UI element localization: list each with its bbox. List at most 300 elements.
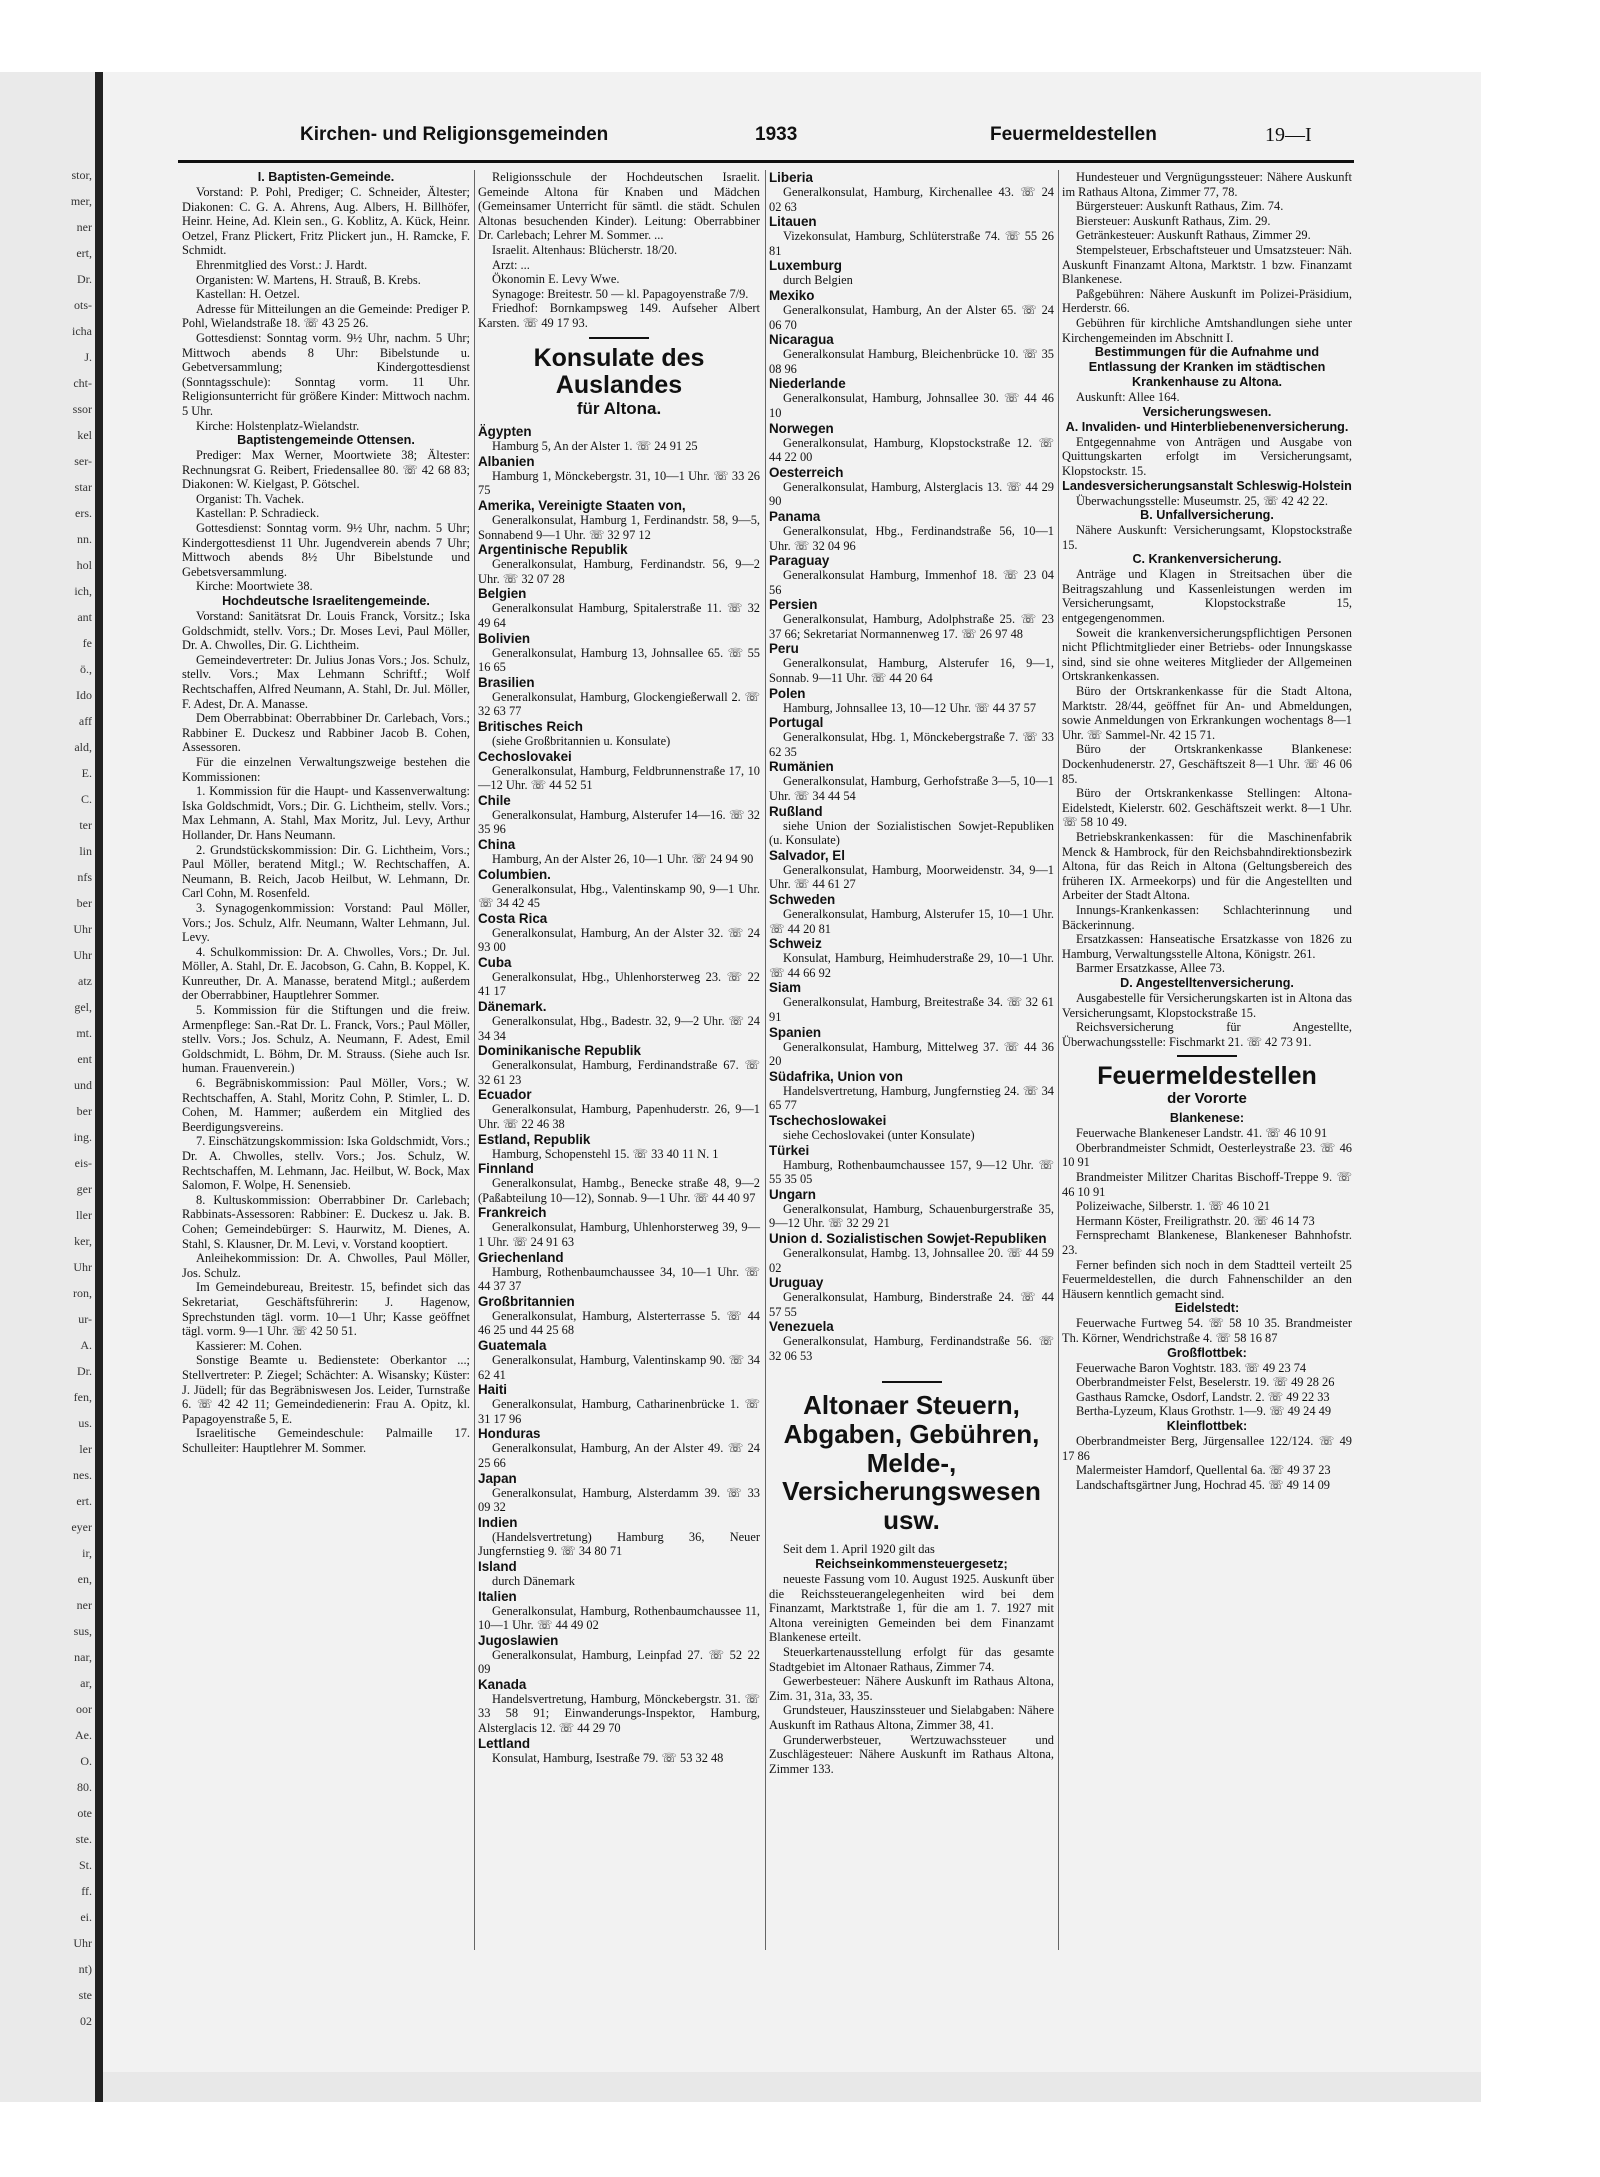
page-bottom-edge <box>103 2072 1481 2102</box>
entry-text: Arzt: ... <box>492 257 530 272</box>
consulate-entry <box>769 465 1054 509</box>
previous-page-fragment: Uhr <box>73 1260 92 1274</box>
previous-page-fragment: sus, <box>73 1624 92 1638</box>
consulate-address: Generalkonsulat, Hbg., Uhlenhorsterweg 23. ☏ 22 41 17 <box>478 969 760 999</box>
consulate-address: Handelsvertretung, Hamburg, Mönckebergstr. 31. ☏ 33 58 91; Einwanderungs-Inspektor, Hamburg, Alsterglacis 12. ☏ 44 29 70 <box>478 1691 760 1736</box>
consulate-country: Peru <box>769 641 799 657</box>
section-heading: Großflottbek: <box>1167 1345 1247 1360</box>
consulate-country: Island <box>478 1558 517 1574</box>
fire-alarm-list <box>1062 1111 1352 1492</box>
previous-page-fragment: mer, <box>70 194 92 208</box>
entry-text: Auskunft: Allee 164. <box>1076 390 1180 405</box>
previous-page-fragment: ller <box>76 1208 92 1222</box>
previous-page-fragment: E. <box>81 766 92 780</box>
previous-page-fragment: Dr. <box>77 272 92 286</box>
previous-page-fragment: nt) <box>78 1962 92 1976</box>
consulate-entry <box>769 1319 1054 1363</box>
taxes-block <box>769 1542 1054 1776</box>
consulate-address: Generalkonsulat, Hamburg, Alsterterrasse 5. ☏ 44 46 25 und 44 25 68 <box>478 1308 760 1338</box>
consulate-country: Honduras <box>478 1426 541 1442</box>
consulate-address: Generalkonsulat, Hbg., Badestr. 32, 9—2 Uhr. ☏ 24 34 34 <box>478 1014 760 1043</box>
consulate-country: Schweiz <box>769 936 822 952</box>
consulate-country: Ecuador <box>478 1087 532 1103</box>
consulate-entry <box>478 1205 760 1249</box>
previous-page-fragment: gel, <box>74 1000 92 1014</box>
entry-text: Ferner befinden sich noch in dem Stadtteil verteilt 25 Feuermeldestellen, die durch Fahnenschilder an den Häusern kenntlich gemacht sind. <box>1062 1257 1352 1301</box>
consulate-address: Generalkonsulat, Hamburg, Moorweidenstr. 34, 9—1 Uhr. ☏ 44 61 27 <box>769 862 1054 892</box>
entry-text: 5. Kommission für die Stiftungen und die freiw. Armenpflege: San.-Rat Dr. L. Franck, Vors.; Paul Möller, stellv. Vors.; Jos. Schulz, A. Neumann, F. Adest, Emil Goldschmidt, L. Böhm, Dr. M. Strauss. (Siehe auch Isr. human. Frauenverein.) <box>182 1003 470 1076</box>
consulate-country: Paraguay <box>769 553 830 569</box>
consulate-entry <box>478 1736 760 1766</box>
previous-page-fragment: ar, <box>80 1676 92 1690</box>
consulate-address: Generalkonsulat, Hamburg, Breitestraße 34. ☏ 32 61 91 <box>769 995 1054 1024</box>
previous-page-fragment: ff. <box>81 1884 92 1898</box>
previous-page-fragment: ste. <box>75 1832 92 1846</box>
entry-text: Oberbrandmeister Schmidt, Oesterleystraße 23. ☏ 46 10 91 <box>1062 1140 1352 1170</box>
entry-text: Grunderwerbsteuer, Wertzuwachssteuer und Zuschlägesteuer: Nähere Auskunft im Rathaus Altona, Zimmer 133. <box>769 1732 1054 1776</box>
consulate-entry <box>769 597 1054 641</box>
consulate-entry <box>478 1677 760 1736</box>
entry-text: Oberbrandmeister Felst, Beselerstr. 19. ☏ 49 28 26 <box>1076 1375 1335 1390</box>
consulate-country: Tschechoslowakei <box>769 1112 887 1128</box>
entry-text: Anleihekommission: Dr. A. Chwolles, Paul Möller, Jos. Schulz. <box>182 1251 470 1280</box>
previous-page-fragment: Dr. <box>77 1364 92 1378</box>
entry-text: Paßgebühren: Nähere Auskunft im Polizei-Präsidium, Herderstr. 66. <box>1062 286 1352 316</box>
entry-text: Kastellan: P. Schradieck. <box>196 506 320 521</box>
entry-text: 7. Einschätzungskommission: Iska Goldschmidt, Vors.; Dr. A. Chwolles, stellv. Vors.; Jos. Schulz, W. Rechtschaffen, M. Lehmann, Jac. Heilbut, W. Bock, Max Salomon, F. Wolpe, H. Senensieb. <box>182 1134 470 1193</box>
entry-text: Gottesdienst: Sonntag vorm. 9½ Uhr, nachm. 5 Uhr; Kindergottesdienst 11 Uhr. Jugendverein abends 7 Uhr; Mittwoch abends 8½ Uhr Bibelstunde und Gebetsversammlung. <box>182 521 470 579</box>
consulate-entry <box>769 1275 1054 1319</box>
consulate-entry <box>769 759 1054 803</box>
previous-page-fragment: J. <box>84 350 92 364</box>
entry-text: Überwachungsstelle: Museumstr. 25, ☏ 42 42 22. <box>1076 493 1328 508</box>
consulate-address: Generalkonsulat, Hamburg, Johnsallee 30. ☏ 44 46 10 <box>769 391 1054 420</box>
previous-page-fragment: Uhr <box>73 948 92 962</box>
entry-text: Gasthaus Ramcke, Osdorf, Landstr. 2. ☏ 49 22 33 <box>1076 1389 1330 1404</box>
consulate-entry <box>769 553 1054 597</box>
consulate-country: Norwegen <box>769 420 834 436</box>
consulate-entry <box>769 421 1054 465</box>
consulate-entry <box>769 376 1054 420</box>
previous-page-fragment: en, <box>77 1572 92 1586</box>
consulates-subheading: für Altona. <box>576 398 662 418</box>
previous-page-fragment: ers. <box>75 506 92 520</box>
entry-text: Organist: Th. Vachek. <box>196 491 305 506</box>
consulate-country: Großbritannien <box>478 1293 575 1309</box>
consulate-entry <box>769 258 1054 288</box>
consulate-entry <box>769 936 1054 980</box>
previous-page-fragment: fen, <box>73 1390 92 1404</box>
consulate-address: Generalkonsulat, Hamburg, An der Alster 49. ☏ 24 25 66 <box>478 1441 760 1470</box>
consulate-address: Generalkonsulat, Hambg. 13, Johnsallee 20. ☏ 44 59 02 <box>769 1245 1054 1275</box>
entry-text: Ökonomin E. Levy Wwe. <box>492 272 620 287</box>
consulate-entry <box>478 424 760 454</box>
previous-page-fragment: Ido <box>76 688 92 702</box>
fire-alarm-heading: Feuermeldestellen <box>1097 1062 1317 1091</box>
entry-text: Religionsschule der Hochdeutschen Israelit. Gemeinde Altona für Knaben und Mädchen (Gemeinsamer Unterricht für sämtl. die städt. Schulen Altonas besuchenden Kinder). Leitung: Oberrabbiner Dr. Carlebach; Lehrer M. Sommer. ... <box>478 170 760 243</box>
consulate-address: Generalkonsulat Hamburg, Bleichenbrücke 10. ☏ 35 08 96 <box>769 347 1054 376</box>
entry-text: Seit dem 1. April 1920 gilt das <box>783 1542 935 1557</box>
entry-text: Ehrenmitglied des Vorst.: J. Hardt. <box>196 257 368 272</box>
previous-page-fragment: nar, <box>74 1650 92 1664</box>
consulate-address: Generalkonsulat, Hamburg, Feldbrunnenstraße 17, 10—12 Uhr. ☏ 44 52 51 <box>478 763 760 793</box>
consulate-address: Generalkonsulat, Hamburg, Mittelweg 37. ☏ 44 36 20 <box>769 1039 1054 1069</box>
section-heading: Reichseinkommensteuergesetz; <box>815 1557 1008 1572</box>
previous-page-text <box>4 168 92 2040</box>
consulate-country: Belgien <box>478 586 527 602</box>
consulate-address: Konsulat, Hamburg, Heimhuderstraße 29, 10—1 Uhr. ☏ 44 66 92 <box>769 951 1054 980</box>
entry-text: Israelit. Altenhaus: Blücherstr. 18/20. <box>492 242 678 257</box>
entry-text: Büro der Ortskrankenkasse Stellingen: Altona-Eidelstedt, Kielerstr. 602. Geschäftszeit werkt. 8—1 Uhr. ☏ 58 10 49. <box>1062 786 1352 830</box>
consulate-entry <box>769 170 1054 214</box>
consulate-entry <box>769 980 1054 1024</box>
consulate-entry <box>478 793 760 837</box>
section-heading: Eidelstedt: <box>1174 1301 1240 1316</box>
header-section-right: Feuermeldestellen <box>990 124 1157 145</box>
consulate-address: durch Belgien <box>783 273 853 288</box>
consulate-country: Kanada <box>478 1676 527 1692</box>
section-heading: I. Baptisten-Gemeinde. <box>257 170 395 184</box>
consulate-entry <box>478 1250 760 1294</box>
previous-page-fragment: ner <box>76 1598 92 1612</box>
previous-page-edge <box>0 72 103 2102</box>
consulate-country: Union d. Sozialistischen Sowjet-Republiken <box>769 1230 1047 1246</box>
consulate-country: Estland, Republik <box>478 1131 591 1147</box>
consulate-address: Generalkonsulat, Hamburg, Klopstockstraße 12. ☏ 44 22 00 <box>769 435 1054 465</box>
previous-page-fragment: C. <box>80 792 92 806</box>
entry-text: Oberbrandmeister Berg, Jürgensallee 122/124. ☏ 49 17 86 <box>1062 1433 1352 1463</box>
entry-text: Kastellan: H. Oetzel. <box>196 287 300 302</box>
previous-page-fragment: ler <box>79 1442 92 1456</box>
entry-text: Adresse für Mitteilungen an die Gemeinde: Prediger P. Pohl, Wielandstraße 18. ☏ 43 25 26. <box>182 301 470 331</box>
consulate-country: Dominikanische Republik <box>478 1043 641 1059</box>
entry-text: Betriebskrankenkassen: für die Maschinenfabrik Menck & Hambrock, für den Reichsbahndirektionsbezirk Altona, für das Reich in Altona (Geltungsbereich des früheren IX. Armeekorps) und für die Angestellten und Arbeiter der Stadt Altona. <box>1062 829 1352 903</box>
consulate-entry <box>769 1025 1054 1069</box>
entry-text: Hundesteuer und Vergnügungssteuer: Nähere Auskunft im Rathaus Altona, Zimmer 77, 78. <box>1062 170 1352 199</box>
consulate-address: Generalkonsulat, Hamburg, Rothenbaumchaussee 11, 10—1 Uhr. ☏ 44 49 02 <box>478 1603 760 1633</box>
consulate-entry <box>478 719 760 749</box>
consulate-entry <box>769 848 1054 892</box>
entry-text: Gemeindevertreter: Dr. Julius Jonas Vors.; Jos. Schulz, stellv. Vors.; Max Lehmann Schriftf.; Wolf Rechtschaffen, Alfred Neumann, A. Stahl, Dr. Jul. Möller, F. Adest, Dr. A. Manasse. <box>182 652 470 711</box>
consulate-address: Generalkonsulat Hamburg, Immenhof 18. ☏ 23 04 56 <box>769 568 1054 597</box>
previous-page-fragment: atz <box>78 974 92 988</box>
taxes-heading: Altonaer Steuern, Abgaben, Gebühren, Melde-, Versicherungswesen usw. <box>782 1390 1041 1535</box>
previous-page-fragment: ter <box>79 818 92 832</box>
consulate-country: Portugal <box>769 715 824 731</box>
entry-text: Ersatzkassen: Hanseatische Ersatzkasse von 1826 zu Hamburg, Verwaltungsstelle Altona, Königstr. 261. <box>1062 932 1352 961</box>
consulate-country: Bolivien <box>478 630 531 646</box>
previous-page-fragment: ir, <box>82 1546 92 1560</box>
entry-text: Stempelsteuer, Erbschaftsteuer und Umsatzsteuer: Näh. Auskunft Finanzamt Altona, Marktstr. 1 bzw. Finanzamt Blankenese. <box>1062 242 1352 287</box>
previous-page-fragment: ssor <box>72 402 92 416</box>
consulate-address: Generalkonsulat, Hamburg, Binderstraße 24. ☏ 44 57 55 <box>769 1290 1054 1319</box>
consulate-country: Ungarn <box>769 1186 816 1202</box>
column-consulates <box>478 170 760 1765</box>
entry-text: 2. Grundstückskommission: Dir. G. Lichtheim, Vors.; Paul Möller, beratend Mitgl.; W. Rechtschaffen, A. Neumann, B. Reich, Jacob Heilbut, W. Lehmann, Dr. Carl Cohn, M. Rosenfeld. <box>182 842 470 901</box>
consulate-entry <box>769 1113 1054 1143</box>
section-rule <box>589 337 649 339</box>
previous-page-fragment: ur- <box>78 1312 92 1326</box>
entry-text: Büro der Ortskrankenkasse Blankenese: Dockenhudenerstr. 27, Geschäftszeit 8—1 Uhr. ☏ 46 06 85. <box>1062 742 1352 786</box>
consulate-address: Generalkonsulat, Hamburg, Alsterdamm 39. ☏ 33 09 32 <box>478 1485 760 1515</box>
entry-text: 3. Synagogenkommission: Vorstand: Paul Möller, Vors.; Jos. Schulz, Alfr. Neumann, Walter Lehmann, Jul. Levy. <box>182 900 470 945</box>
consulate-entry <box>478 911 760 955</box>
consulate-country: Mexiko <box>769 287 815 303</box>
previous-page-fragment: ser- <box>74 454 92 468</box>
consulate-address: Hamburg, An der Alster 26, 10—1 Uhr. ☏ 24 94 90 <box>492 851 754 866</box>
previous-page-fragment: eyer <box>71 1520 92 1534</box>
consulate-entry <box>478 454 760 498</box>
entry-text: Israelitische Gemeindeschule: Palmaille 17. Schulleiter: Hauptlehrer M. Sommer. <box>182 1426 470 1455</box>
header-rule <box>178 160 1354 163</box>
entry-text: Für die einzelnen Verwaltungszweige bestehen die Kommissionen: <box>182 754 470 784</box>
consulate-list <box>478 424 760 1765</box>
insurance-block <box>1062 170 1352 1049</box>
previous-page-fragment: cht- <box>73 376 92 390</box>
previous-page-fragment: ner <box>76 220 92 234</box>
consulate-entry <box>478 586 760 630</box>
consulate-address: Generalkonsulat, Hamburg, Gerhofstraße 3—5, 10—1 Uhr. ☏ 34 44 54 <box>769 774 1054 804</box>
previous-page-fragment: ich, <box>74 584 92 598</box>
section-heading: Hochdeutsche Israelitengemeinde. <box>222 594 430 609</box>
consulate-country: Costa Rica <box>478 910 548 926</box>
entry-text: Gebühren für kirchliche Amtshandlungen siehe unter Kirchengemeinden im Abschnitt I. <box>1062 315 1352 345</box>
consulate-entry <box>478 1471 760 1515</box>
consulate-country: Rumänien <box>769 759 834 775</box>
consulate-country: Italien <box>478 1588 517 1604</box>
consulate-country: Jugoslawien <box>478 1632 559 1648</box>
consulate-address: Generalkonsulat, Hbg., Valentinskamp 90, 9—1 Uhr. ☏ 34 42 45 <box>478 881 760 911</box>
consulate-country: Chile <box>478 792 511 808</box>
consulate-country: Dänemark. <box>478 999 547 1015</box>
consulate-entry <box>769 1143 1054 1187</box>
entry-text: Synagoge: Breitestr. 50 — kl. Papagoyenstraße 7/9. <box>492 286 749 301</box>
consulate-country: Rußland <box>769 803 823 819</box>
previous-page-fragment: ant <box>77 610 92 624</box>
previous-page-fragment: ron, <box>73 1286 92 1300</box>
consulate-country: Columbien. <box>478 866 551 882</box>
previous-page-fragment: ker, <box>74 1234 92 1248</box>
consulate-country: Japan <box>478 1470 517 1486</box>
consulate-address: Generalkonsulat, Hamburg 1, Ferdinandstr. 58, 9—5, Sonnabend 9—1 Uhr. ☏ 32 97 12 <box>478 513 760 542</box>
consulate-entry <box>769 332 1054 376</box>
previous-page-fragment: eis- <box>74 1156 92 1170</box>
previous-page-fragment: ert, <box>76 246 92 260</box>
consulate-entry <box>769 641 1054 685</box>
consulate-entry <box>769 1069 1054 1113</box>
consulate-entry <box>478 1426 760 1470</box>
previous-page-fragment: us. <box>78 1416 92 1430</box>
previous-page-fragment: aff <box>78 714 92 728</box>
entry-text: Getränkesteuer: Auskunft Rathaus, Zimmer 29. <box>1076 228 1311 243</box>
consulate-entry <box>478 1382 760 1426</box>
consulate-country: Liberia <box>769 170 813 185</box>
consulate-country: China <box>478 836 516 852</box>
column-rule <box>1058 170 1059 1950</box>
consulate-address: Generalkonsulat, Hamburg, Papenhuderstr. 26, 9—1 Uhr. ☏ 22 46 38 <box>478 1102 760 1132</box>
consulate-entry <box>478 749 760 793</box>
previous-page-fragment: nfs <box>77 870 92 884</box>
previous-page-fragment: nes. <box>73 1468 92 1482</box>
consulate-address: Generalkonsulat, Hamburg, An der Alster 65. ☏ 24 06 70 <box>769 302 1054 332</box>
consulate-address: Generalkonsulat, Hamburg, Schauenburgerstraße 35, 9—12 Uhr. ☏ 32 29 21 <box>769 1201 1054 1231</box>
consulate-address: (siehe Großbritannien u. Konsulate) <box>492 733 671 748</box>
previous-page-fragment: ger <box>76 1182 92 1196</box>
consulate-entry <box>769 509 1054 553</box>
consulate-country: Litauen <box>769 214 817 230</box>
column-religious-communities <box>182 170 470 1455</box>
consulate-address: Vizekonsulat, Hamburg, Schlüterstraße 74. ☏ 55 26 81 <box>769 229 1054 258</box>
entry-text: Barmer Ersatzkasse, Allee 73. <box>1076 961 1225 976</box>
entry-text: Gottesdienst: Sonntag vorm. 9½ Uhr, nachm. 5 Uhr; Mittwoch abends 8 Uhr: Bibelstunde u. Gebetversammlung; Kindergottesdienst (Sonntagsschule): Sonntag vorm. 11 Uhr. Religionsunterricht für größere Kinder: Mittwoch nachm. 5 Uhr. <box>182 330 470 418</box>
consulate-entry <box>478 1589 760 1633</box>
entry-text: 1. Kommission für die Haupt- und Kassenverwaltung: Iska Goldschmidt, Vors.; Dir. G. Lichtheim, stellv. Vors.; Max Lehmann, A. Stahl, Max Moritz, Jul. Levy, Arthur Hollander, Dr. Hans Neumann. <box>182 784 470 842</box>
entry-text: Steuerkartenausstellung erfolgt für das gesamte Stadtgebiet im Altonaer Rathaus, Zimmer 74. <box>769 1645 1054 1674</box>
previous-page-fragment: St. <box>78 1858 92 1872</box>
consulate-country: Haiti <box>478 1382 508 1398</box>
entry-text: Vorstand: P. Pohl, Prediger; C. Schneider, Ältester; Diakonen: C. G. A. Ahrens, Aug. Albers, H. Billhöfer, Heinr. Heine, Ad. Klein sen., G. Koblitz, A. Kück, Heinr. Oetzel, Franz Plickert, Fritz Plickert jun., H. Ramcke, F. Schmidt. <box>182 185 470 258</box>
consulate-country: Ägypten <box>478 424 532 440</box>
entry-text: Organisten: W. Martens, H. Strauß, B. Krebs. <box>196 272 421 287</box>
section-heading: D. Angestelltenversicherung. <box>1120 975 1294 990</box>
column-taxes-fire-alarms <box>1062 170 1352 1492</box>
consulate-address: Generalkonsulat, Hamburg, Alsterufer 14—16. ☏ 32 35 96 <box>478 807 760 837</box>
entry-text: Büro der Ortskrankenkasse für die Stadt Altona, Marktstr. 28/44, geöffnet für An- und Abmeldungen, sowie Anmeldungen von Erkrankungen wochentags 8—1 Uhr. ☏ Sammel-Nr. 42 15 71. <box>1062 684 1352 742</box>
entry-text: Gewerbesteuer: Nähere Auskunft im Rathaus Altona, Zim. 31, 31a, 33, 35. <box>769 1674 1054 1703</box>
entry-text: Bertha-Lyzeum, Klaus Grothstr. 1—9. ☏ 49 24 49 <box>1076 1404 1332 1419</box>
consulate-address: Hamburg, Rothenbaumchaussee 157, 9—12 Uhr. ☏ 55 35 05 <box>769 1157 1054 1187</box>
consulate-country: Persien <box>769 597 818 613</box>
section-heading: B. Unfallversicherung. <box>1140 508 1274 523</box>
consulate-address: siehe Cechoslovakei (unter Konsulate) <box>783 1127 975 1142</box>
consulate-entry <box>478 999 760 1043</box>
previous-page-fragment: ber <box>76 896 92 910</box>
consulate-country: Salvador, El <box>769 847 845 863</box>
column-consulates-continued <box>769 170 1054 1776</box>
entry-text: Hermann Köster, Freiligrathstr. 20. ☏ 46 14 73 <box>1076 1213 1315 1228</box>
entry-text: Grundsteuer, Hauszinssteuer und Sielabgaben: Nähere Auskunft im Rathaus Altona, Zimmer 38, 41. <box>769 1703 1054 1732</box>
entry-text: Landschaftsgärtner Jung, Hochrad 45. ☏ 49 14 09 <box>1076 1477 1330 1492</box>
entry-text: 8. Kultuskommission: Oberrabbiner Dr. Carlebach; Rabbinats-Assessoren: Rabbiner: E. Duckesz u. Jak. B. Cohen; Gemeindebürger: S. Haurwitz, M. Dienes, A. Stahl, S. Klausner, Dr. M. Levi, v. Vorstand kooptiert. <box>182 1192 470 1251</box>
consulate-address: Hamburg, Johnsallee 13, 10—12 Uhr. ☏ 44 37 57 <box>783 700 1037 715</box>
entry-text: Prediger: Max Werner, Moortwiete 38; Ältester: Rechnungsrat G. Reibert, Friedensallee 80. ☏ 42 68 83; Diakonen: W. Kielgast, P. Götschel. <box>182 448 470 492</box>
previous-page-fragment: ots- <box>74 298 92 312</box>
consulate-entry <box>769 214 1054 258</box>
consulate-country: Britisches Reich <box>478 718 583 734</box>
previous-page-fragment: ing. <box>73 1130 92 1144</box>
entry-text: Innungs-Krankenkassen: Schlachterinnung und Bäckerinnung. <box>1062 902 1352 932</box>
entry-text: Dem Oberrabbinat: Oberrabbiner Dr. Carlebach, Vors.; Rabbiner E. Duckesz und Rabbiner Jacob B. Cohen, Assessoren. <box>182 711 470 755</box>
consulate-address: Generalkonsulat, Hamburg, Leinpfad 27. ☏ 52 22 09 <box>478 1647 760 1677</box>
previous-page-fragment: O. <box>80 1754 92 1768</box>
consulate-country: Lettland <box>478 1735 531 1751</box>
consulate-entry <box>478 1087 760 1131</box>
section-heading: Kleinflottbek: <box>1166 1418 1248 1433</box>
previous-page-fragment: 02 <box>80 2014 92 2028</box>
entry-text: Ausgabestelle für Versicherungskarten ist in Altona das Versicherungsamt, Klopstockstraße 15. <box>1062 990 1352 1020</box>
previous-page-fragment: ö., <box>80 662 92 676</box>
consulate-entry <box>478 1338 760 1382</box>
consulate-country: Argentinische Republik <box>478 542 628 558</box>
consulate-address: Generalkonsulat, Hamburg, Uhlenhorsterweg 39, 9—1 Uhr. ☏ 24 91 63 <box>478 1220 760 1249</box>
previous-page-fragment: icha <box>72 324 92 338</box>
consulate-address: Generalkonsulat, Hamburg, Alsterufer 16, 9—1, Sonnab. 9—11 Uhr. ☏ 44 20 64 <box>769 656 1054 686</box>
consulate-address: Generalkonsulat, Hambg., Benecke straße 48, 9—2 (Paßabteilung 10—12), Sonnab. 9—1 Uhr. ☏ 44 40 97 <box>478 1176 760 1205</box>
entry-text: neueste Fassung vom 10. August 1925. Auskunft über die Reichssteuerangelegenheiten wird bei dem Finanzamt, Marktstraße 1, für die am 1. 7. 1927 mit Altona vereinigten Gemeinden bei dem Finanzamt Blankenese erteilt. <box>769 1572 1054 1645</box>
consulate-entry <box>478 631 760 675</box>
consulates-heading: Konsulate des Auslandes <box>533 343 705 400</box>
previous-page-fragment: Uhr <box>73 1936 92 1950</box>
consulate-entry <box>478 1559 760 1589</box>
consulate-country: Finnland <box>478 1161 534 1177</box>
consulate-address: Hamburg, Rothenbaumchaussee 34, 10—1 Uhr. ☏ 44 37 37 <box>478 1264 760 1294</box>
entry-text: Kirche: Moortwiete 38. <box>196 579 313 594</box>
consulate-country: Cuba <box>478 954 512 970</box>
consulate-address: Handelsvertretung, Hamburg, Jungfernstieg 24. ☏ 34 65 77 <box>769 1083 1054 1113</box>
consulate-country: Venezuela <box>769 1319 834 1335</box>
previous-page-fragment: nn. <box>77 532 92 546</box>
entry-text: Brandmeister Militzer Charitas Bischoff-Treppe 9. ☏ 46 10 91 <box>1062 1170 1352 1199</box>
entry-text: Kirche: Holstenplatz-Wielandstr. <box>196 418 360 433</box>
consulate-entry <box>769 288 1054 332</box>
consulate-country: Amerika, Vereinigte Staaten von, <box>478 498 686 513</box>
consulate-entry <box>478 867 760 911</box>
section-heading: Landesversicherungsanstalt Schleswig-Holstein <box>1062 478 1352 493</box>
consulate-country: Uruguay <box>769 1275 824 1291</box>
consulate-country: Spanien <box>769 1024 822 1040</box>
consulate-address: Hamburg 1, Mönckebergstr. 31, 10—1 Uhr. ☏ 33 26 75 <box>478 468 760 498</box>
entry-text: Reichsversicherung für Angestellte, Überwachungsstelle: Fischmarkt 21. ☏ 42 73 91. <box>1062 1020 1352 1049</box>
previous-page-fragment: mt. <box>76 1026 92 1040</box>
entry-text: Malermeister Hamdorf, Quellental 6a. ☏ 49 37 23 <box>1076 1463 1331 1478</box>
section-heading: Blankenese: <box>1169 1111 1245 1126</box>
entry-text: 6. Begräbniskommission: Paul Möller, Vors.; W. Rechtschaffen, A. Stahl, Moritz Cohn, P. Stimler, L. D. Cohen, M. Hammer; außerdem ein Mitglied des Beerdigungsvereins. <box>182 1076 470 1134</box>
consulate-entry <box>769 804 1054 848</box>
consulate-country: Griechenland <box>478 1249 564 1265</box>
previous-page-fragment: ote <box>77 1806 92 1820</box>
consulate-address: Konsulat, Hamburg, Isestraße 79. ☏ 53 32 48 <box>492 1750 724 1765</box>
consulate-country: Brasilien <box>478 674 535 690</box>
section-heading: Bestimmungen für die Aufnahme und Entlassung der Kranken im städtischen Krankenhause zu Altona. <box>1088 345 1326 390</box>
consulate-entry <box>478 837 760 867</box>
entry-text: Feuerwache Furtweg 54. ☏ 58 10 35. Brandmeister Th. Körner, Wendrichstraße 4. ☏ 58 16 87 <box>1062 1316 1352 1345</box>
entry-text: Soweit die krankenversicherungspflichtigen Personen nicht Pflichtmitglieder einer Betriebs- oder Innungskasse sind, sind sie ohne weiteres Mitglieder der Allgemeinen Ortskrankenkassen. <box>1062 625 1352 684</box>
consulate-entry <box>478 1161 760 1205</box>
section-rule <box>882 1381 942 1383</box>
consulate-address: Generalkonsulat, Hamburg, Glockengießerwall 2. ☏ 32 63 77 <box>478 689 760 719</box>
consulate-entry <box>478 498 760 542</box>
column-rule <box>474 170 475 1950</box>
religionsschule-block <box>478 170 760 331</box>
consulate-address: Generalkonsulat, Hamburg, Kirchenallee 43. ☏ 24 02 63 <box>769 185 1054 214</box>
consulate-address: Generalkonsulat, Hamburg, Catharinenbrücke 1. ☏ 31 17 96 <box>478 1397 760 1426</box>
consulate-address: Generalkonsulat, Hbg. 1, Mönckebergstraße 7. ☏ 33 62 35 <box>769 730 1054 759</box>
section-heading: A. Invaliden- und Hinterbliebenenversicherung. <box>1065 419 1349 434</box>
consulate-address: Generalkonsulat, Hbg., Ferdinandstraße 56, 10—1 Uhr. ☏ 32 04 96 <box>769 523 1054 553</box>
consulate-country: Panama <box>769 508 821 524</box>
consulate-address: siehe Union der Sozialistischen Sowjet-Republiken (u. Konsulate) <box>769 818 1054 848</box>
consulate-country: Frankreich <box>478 1205 547 1221</box>
consulate-address: Generalkonsulat, Hamburg, Adolphstraße 25. ☏ 23 37 66; Sekretariat Normannenweg 17. ☏ 26 97 48 <box>769 612 1054 641</box>
consulate-country: Oesterreich <box>769 464 844 480</box>
entry-text: Bürgersteuer: Auskunft Rathaus, Zim. 74. <box>1076 199 1284 214</box>
consulate-entry <box>478 1633 760 1677</box>
section-heading: Versicherungswesen. <box>1142 404 1272 419</box>
previous-page-fragment: hol <box>76 558 92 572</box>
consulate-entry <box>478 1132 760 1162</box>
entry-text: Entgegennahme von Anträgen und Ausgabe von Quittungskarten erfolgt im Versicherungsamt, Klopstockstr. 15. <box>1062 434 1352 478</box>
consulate-entry <box>478 1294 760 1338</box>
